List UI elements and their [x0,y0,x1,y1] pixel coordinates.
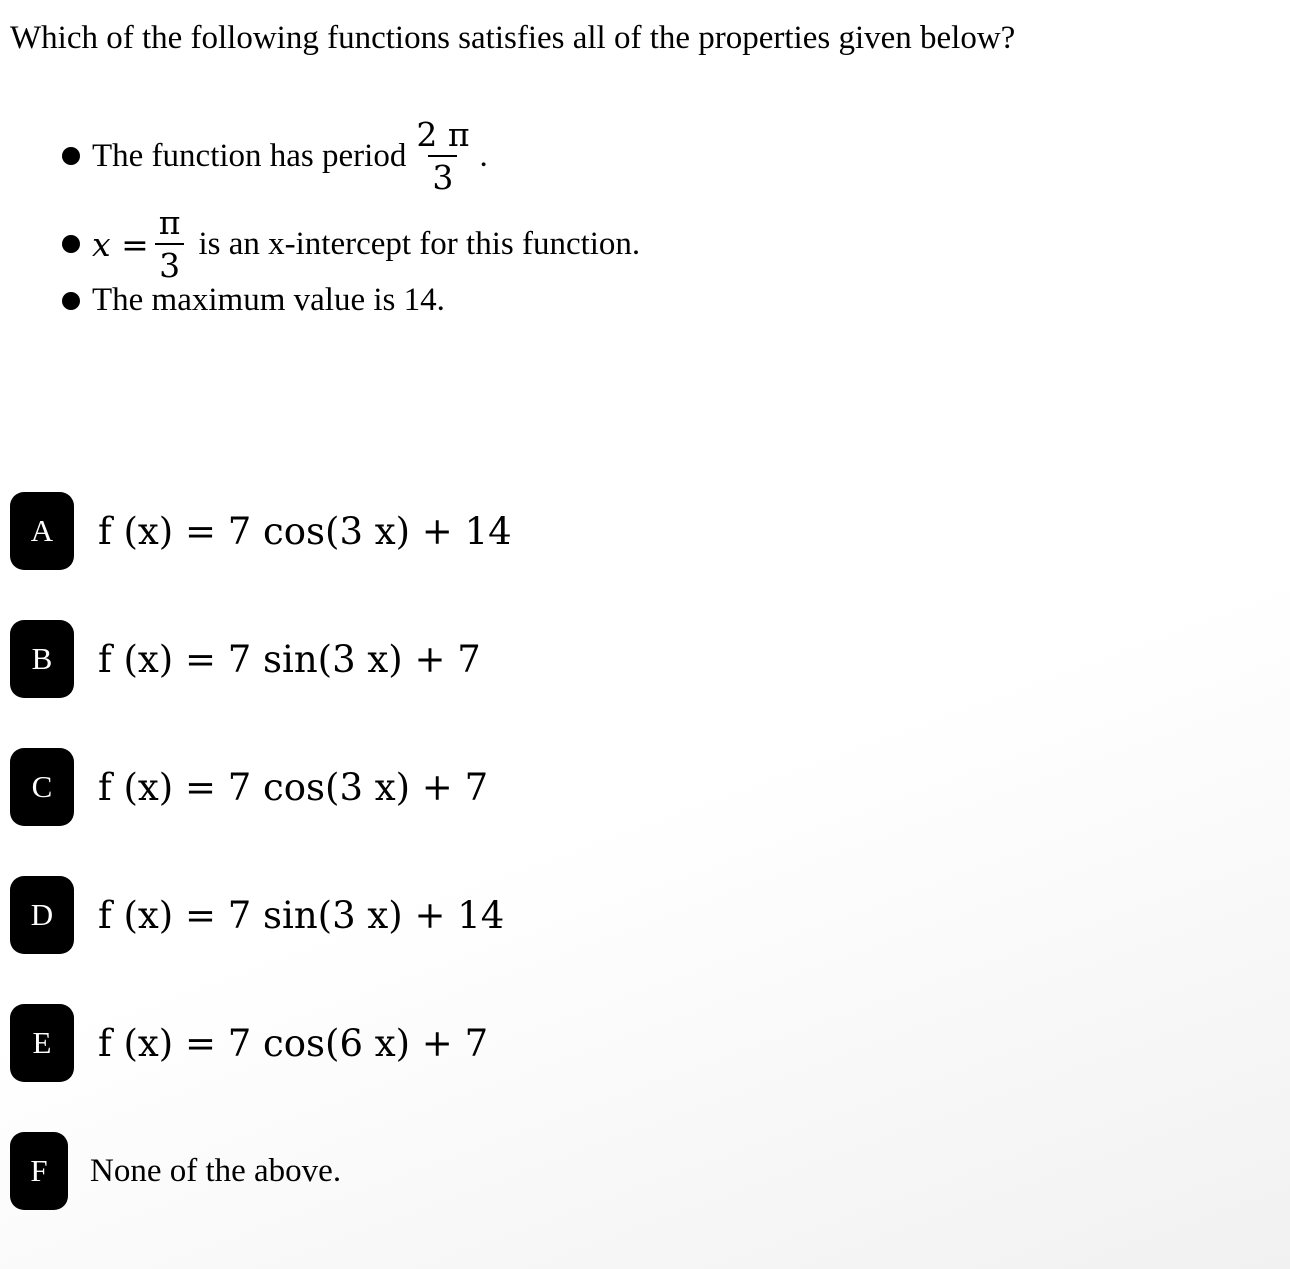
period-denominator: 3 [428,155,457,194]
option-e[interactable] [10,1004,488,1082]
option-letter[interactable]: C [10,748,74,826]
property-intercept [62,203,641,285]
bullet-icon [62,235,80,253]
period-fraction [412,115,473,197]
option-formula: f (x) = 7 sin(3 x) + 14 [98,893,505,937]
bullet-icon [62,292,80,310]
option-formula: f (x) = 7 sin(3 x) + 7 [98,637,481,681]
intercept-suffix: is an x-intercept for this function. [198,225,641,262]
option-formula: f (x) = 7 cos(6 x) + 7 [98,1021,489,1065]
intercept-denominator: 3 [155,243,184,282]
option-d[interactable] [10,876,504,954]
property-maximum [62,282,445,319]
maximum-text: The maximum value is 14. [92,282,445,318]
option-letter[interactable]: B [10,620,74,698]
intercept-numerator: π [158,203,181,242]
option-letter[interactable]: A [10,492,74,570]
period-suffix: . [479,137,488,174]
option-letter[interactable]: E [10,1004,74,1082]
property-period [62,115,488,197]
period-numerator: 2 π [416,115,470,154]
intercept-lhs: x = [92,224,149,264]
option-f[interactable] [10,1132,341,1210]
option-letter[interactable]: F [10,1132,68,1210]
option-a[interactable] [10,492,512,570]
option-formula: f (x) = 7 cos(3 x) + 7 [98,765,489,809]
option-formula: f (x) = 7 cos(3 x) + 14 [98,509,512,553]
bullet-icon [62,147,80,165]
option-text: None of the above. [90,1152,342,1189]
option-letter[interactable]: D [10,876,74,954]
option-b[interactable] [10,620,481,698]
question-text: Which of the following functions satisfies all of the properties given below? [10,20,1016,56]
intercept-fraction [155,203,185,285]
option-c[interactable] [10,748,488,826]
period-label: The function has period [92,137,407,174]
